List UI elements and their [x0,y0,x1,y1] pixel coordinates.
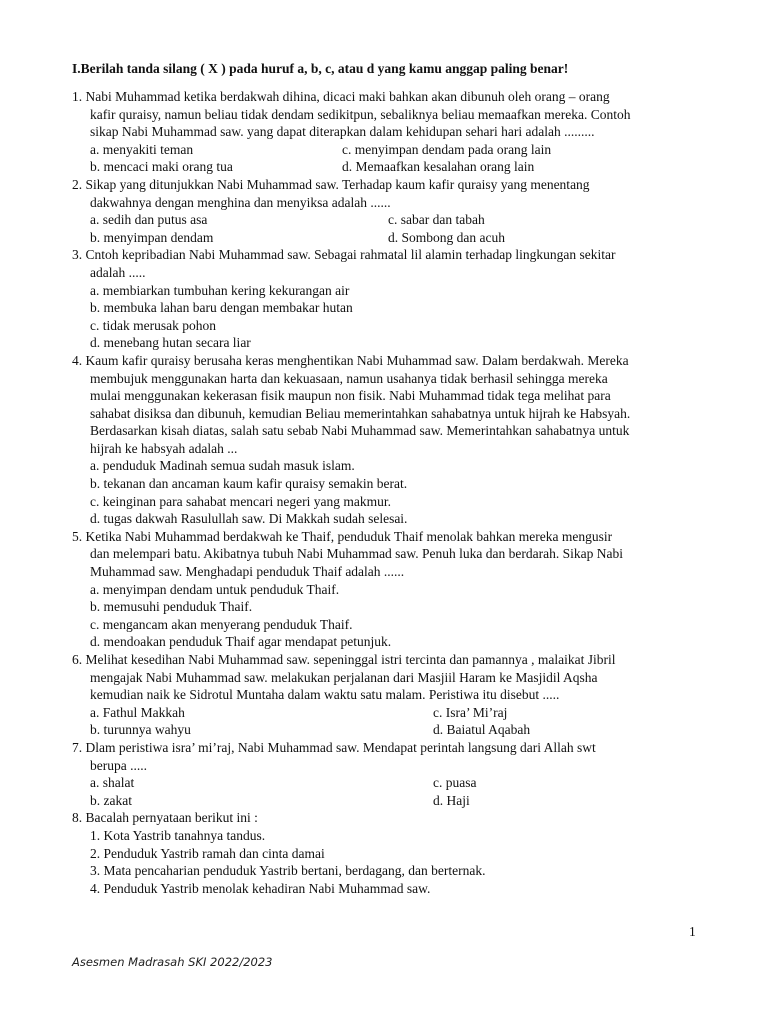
option-b[interactable]: b. turunnya wahyu [90,722,191,738]
question-text: 4. Kaum kafir quraisy berusaha keras menghentikan Nabi Muhammad saw. Dalam berdakwah. Mereka [72,352,629,368]
question-text: kemudian naik ke Sidrotul Muntaha dalam waktu satu malam. Peristiwa itu disebut ..... [90,687,560,703]
question-text: mulai menggunakan kekerasan fisik maupun non fisik. Nabi Muhammad tidak tega melihat para [90,388,611,404]
option-d[interactable]: d. Sombong dan acuh [388,229,505,245]
question-text: berupa ..... [90,757,147,773]
option-d[interactable]: d. menebang hutan secara liar [90,335,251,351]
question-3 [72,246,712,352]
question-8 [72,809,712,897]
question-text: Muhammad saw. Menghadapi penduduk Thaif adalah ...... [90,564,405,580]
question-text: mengajak Nabi Muhammad saw. melakukan perjalanan dari Masjiil Haram ke Masjidil Aqsha [90,669,598,685]
statement-2: 2. Penduduk Yastrib ramah dan cinta damai [90,845,325,861]
option-c[interactable]: c. keinginan para sahabat mencari negeri yang makmur. [90,493,392,509]
option-d[interactable]: d. Memaafkan kesalahan orang lain [342,159,535,175]
option-b[interactable]: b. memusuhi penduduk Thaif. [90,599,253,615]
question-2 [72,176,712,246]
question-5 [72,528,712,651]
answer-options [72,141,712,176]
option-a[interactable]: a. menyimpan dendam untuk penduduk Thaif. [90,581,340,597]
option-a[interactable]: a. menyakiti teman [90,141,194,157]
option-c[interactable]: c. mengancam akan menyerang penduduk Thaif. [90,616,353,632]
answer-options [72,774,712,809]
option-b[interactable]: b. mencaci maki orang tua [90,159,233,175]
question-text: 2. Sikap yang ditunjukkan Nabi Muhammad saw. Terhadap kaum kafir quraisy yang menentang [72,176,590,192]
answer-options [72,704,712,739]
question-text: 6. Melihat kesedihan Nabi Muhammad saw. sepeninggal istri tercinta dan pamannya , malaikat Jibril [72,652,616,667]
option-a[interactable]: a. penduduk Madinah semua sudah masuk islam. [90,458,355,474]
option-d[interactable]: d. Baiatul Aqabah [433,722,531,738]
answer-options [72,211,712,246]
statement-4: 4. Penduduk Yastrib menolak kehadiran Nabi Muhammad saw. [90,880,431,896]
question-text: sahabat disiksa dan dibunuh, kemudian Beliau memerintahkan sahabatnya untuk hijrah ke Habsyah. [90,405,631,421]
option-d[interactable]: d. tugas dakwah Rasulullah saw. Di Makkah sudah selesai. [90,511,408,527]
question-text: dan melempari batu. Akibatnya tubuh Nabi Muhammad saw. Penuh luka dan berdarah. Sikap Nabi [90,546,623,562]
option-a[interactable]: a. Fathul Makkah [90,704,185,720]
option-c[interactable]: c. sabar dan tabah [388,212,485,228]
page-footer: Asesmen Madrasah SKI 2022/2023 [72,955,273,969]
question-text: 8. Bacalah pernyataan berikut ini : [72,810,258,826]
question-text: sikap Nabi Muhammad saw. yang dapat diterapkan dalam kehidupan sehari hari adalah ......... [90,124,595,140]
option-a[interactable]: a. sedih dan putus asa [90,212,208,228]
option-d[interactable]: d. mendoakan penduduk Thaif agar mendapat petunjuk. [90,634,392,650]
question-text: hijrah ke habsyah adalah ... [90,440,238,456]
question-text: 1. Nabi Muhammad ketika berdakwah dihina, dicaci maki bahkan akan dibunuh oleh orang – orang [72,89,610,104]
question-text: 7. Dlam peristiwa isra’ mi’raj, Nabi Muhammad saw. Mendapat perintah langsung dari Allah swt [72,739,596,755]
question-text: adalah ..... [90,264,146,280]
option-d[interactable]: d. Haji [433,792,470,808]
statement-1: 1. Kota Yastrib tanahnya tandus. [90,827,266,843]
question-6 [72,651,712,739]
question-text: kafir quraisy, namun beliau tidak dendam sedikitpun, sebaliknya beliau memaafkan mereka. Contoh [90,106,631,122]
option-a[interactable]: a. membiarkan tumbuhan kering kekurangan air [90,282,350,298]
question-text: 5. Ketika Nabi Muhammad berdakwah ke Thaif, penduduk Thaif menolak bahkan mereka mengusir [72,528,613,544]
question-text: Berdasarkan kisah diatas, salah satu sebab Nabi Muhammad saw. Memerintahkan sahabatnya untuk [90,423,630,439]
option-c[interactable]: c. Isra’ Mi’raj [433,704,508,720]
option-a[interactable]: a. shalat [90,775,135,791]
question-1 [72,88,712,176]
option-c[interactable]: c. menyimpan dendam pada orang lain [342,141,552,157]
statement-3: 3. Mata pencaharian penduduk Yastrib bertani, berdagang, dan berternak. [90,863,486,879]
option-b[interactable]: b. menyimpan dendam [90,229,214,245]
page-number: 1 [689,924,696,939]
option-c[interactable]: c. puasa [433,775,477,791]
question-text: membujuk menggunakan harta dan kekuasaan, namun usahanya tidak berhasil sehingga mereka [90,370,608,386]
option-b[interactable]: b. zakat [90,792,132,808]
question-list [72,88,712,897]
question-4 [72,352,712,528]
section-heading: I.Berilah tanda silang ( X ) pada huruf a, b, c, atau d yang kamu anggap paling benar! [72,61,569,76]
question-text: 3. Cntoh kepribadian Nabi Muhammad saw. Sebagai rahmatal lil alamin terhadap lingkungan sekitar [72,247,616,263]
option-c[interactable]: c. tidak merusak pohon [90,317,216,333]
option-b[interactable]: b. tekanan dan ancaman kaum kafir quraisy semakin berat. [90,476,408,492]
option-b[interactable]: b. membuka lahan baru dengan membakar hutan [90,300,353,316]
question-7 [72,739,712,809]
question-text: dakwahnya dengan menghina dan menyiksa adalah ...... [90,194,391,210]
